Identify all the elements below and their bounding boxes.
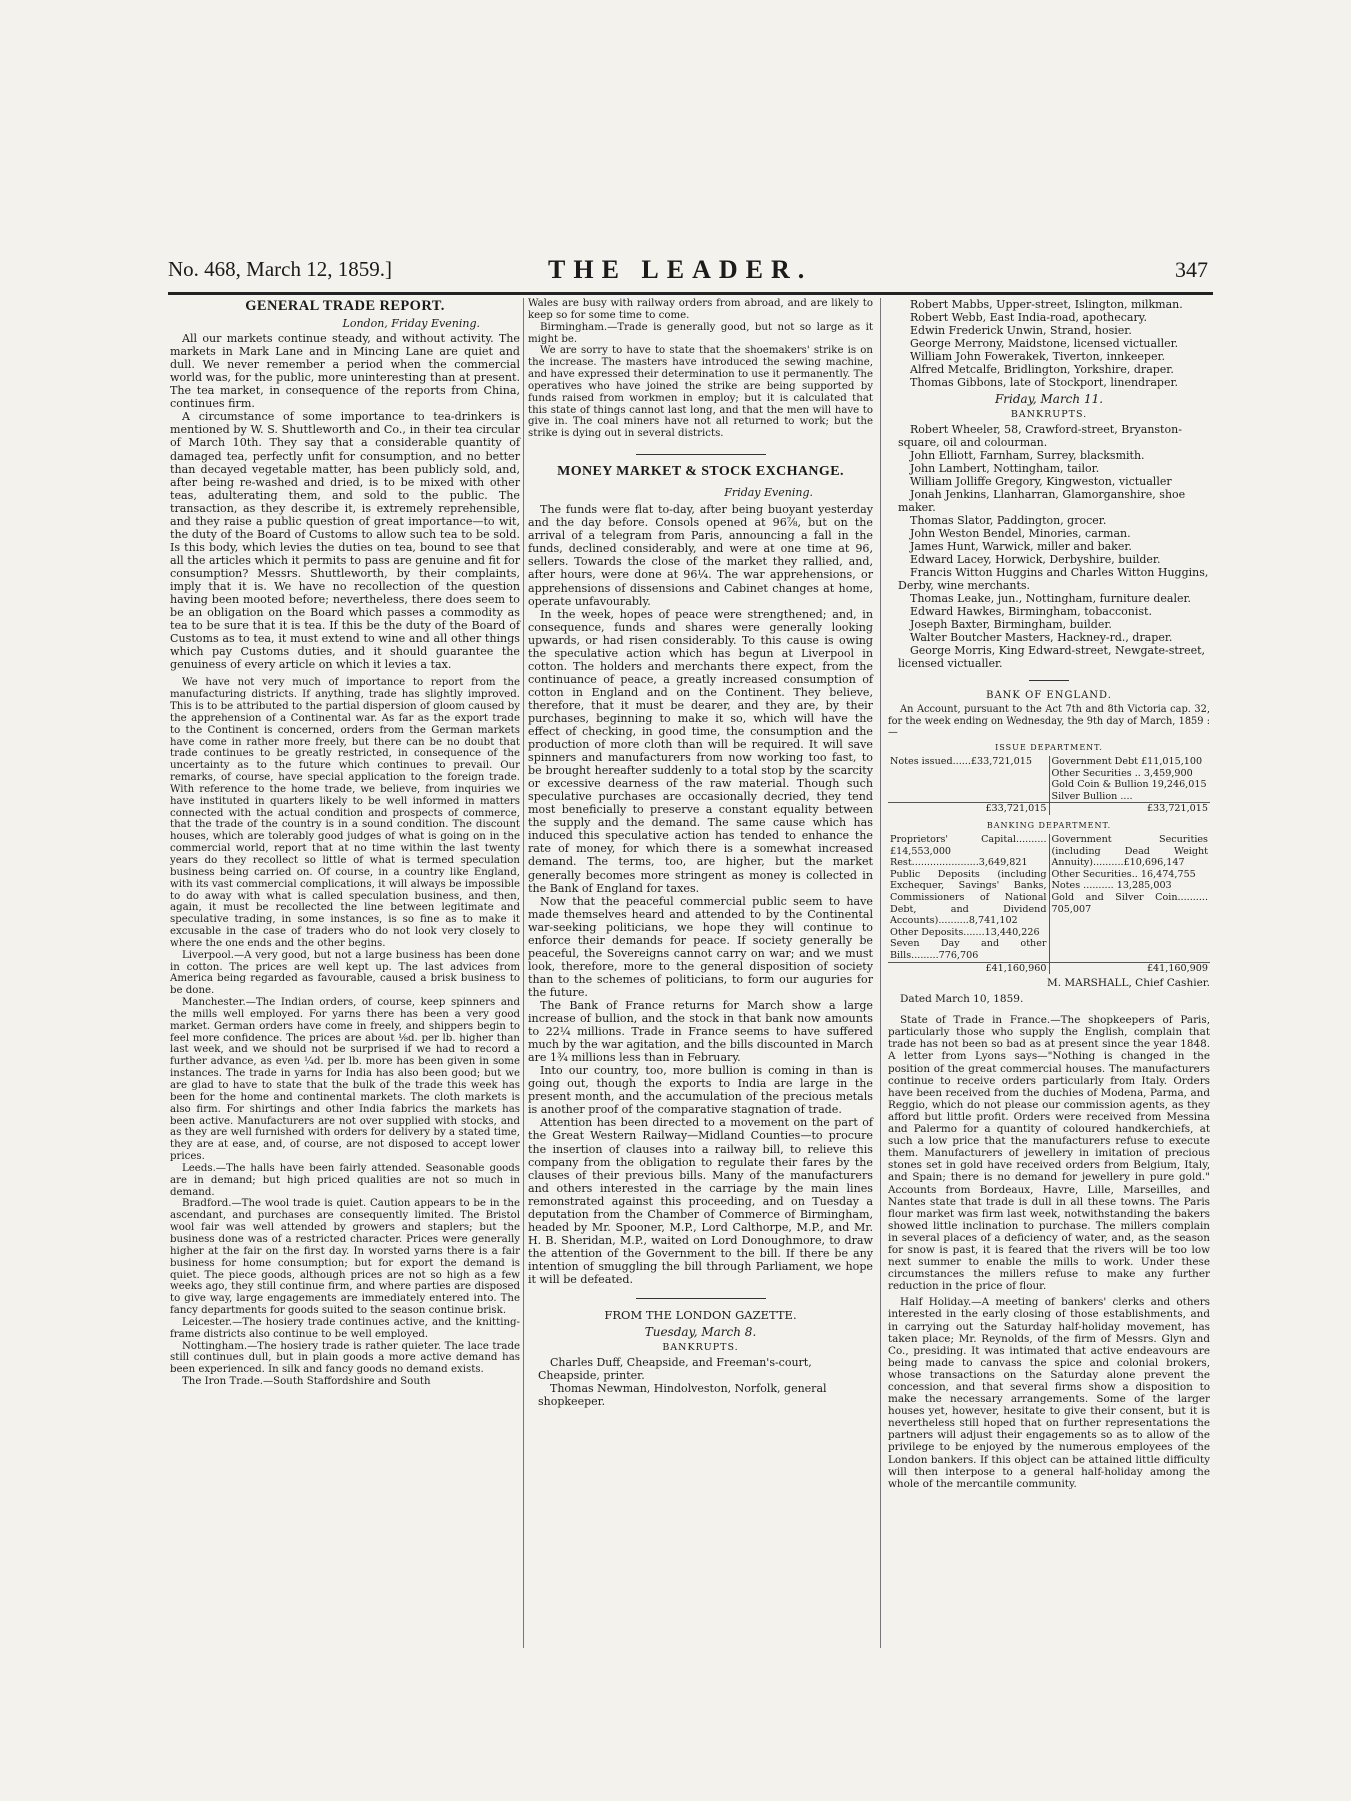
list-item: Thomas Newman, Hindolveston, Norfolk, general shopkeeper. — [538, 1382, 827, 1409]
money-market-heading: MONEY MARKET & STOCK EXCHANGE. — [557, 464, 844, 480]
bankrupts-label: BANKRUPTS. — [1010, 409, 1088, 421]
bank-heading: BANK OF ENGLAND. — [986, 690, 1112, 702]
paragraph: Attention has been directed to a movement on the part of the Great Western Railway—Midland Counties—to procure the insertion of clauses into a railway bill, to relieve this company from the obligation to regulate their fares by the clauses of their previous bills. Many of the manufacturers and others interested in the carriage by the main lines remonstrated against this proceeding, and on Tuesday a deputation from the Chamber of Commerce of Birmingham, headed by Mr. Spooner, M.P., Lord Calthorpe, M.P., and Mr. H. B. Sheridan, M.P., waited on Lord Donoughmore, to draw the attention of the Government to the bill. If there be any intention of smuggling the bill through Parliament, we hope it will be defeated. — [528, 1116, 873, 1286]
list-item: Edward Lacey, Horwick, Derbyshire, builder. — [910, 553, 1161, 567]
paragraph: Now that the peaceful commercial public seem to have made themselves heard and attended to by the Continental war-seeking politicians, we hope they will continue to enforce their demands for peace. If society generally be peaceful, the Sovereigns cannot carry on war; and we must look, therefore, more to the general disposition of society than to the schemes of politicians, to form our auguries for the future. — [528, 894, 873, 999]
paragraph: State of Trade in France.—The shopkeepers of Paris, particularly those who supply the English, complain that trade has not been so bad as at present since the year 1848. A letter from Lyons says—"Nothing is changed in the position of the great commercial houses. The manufacturers continue to receive orders particularly from Italy. Orders have been received from the duchies of Modena, Parma, and Reggio, which do not please our commission agents, as they afford but little profit. Orders were received from Messina and Palermo for a quantity of coloured handkerchiefs, at such a low price that the manufacturers refuse to execute them. Manufacturers of jewellery in imitation of precious stones set in gold have received orders from Belgium, Italy, and Spain; there is no demand for jewellery in pure gold." Accounts from Bordeaux, Havre, Lille, Marseilles, and Nantes state that trade is dull in all these towns. The Paris flour market was firm last week, notwithstanding the bakers showed little inclination to purchase. The millers complain in several places of a deficiency of water, and, as the season for snow is past, it is feared that the rivers will be too low next summer to enable the mills to work. Under these circumstances the millers refuse to make any further reduction in the price of flour. — [888, 1014, 1210, 1293]
banking-right-row: Government Securities (including Dead Weight Annuity)..........£10,696,147 — [1051, 833, 1208, 869]
paragraph: Half Holiday.—A meeting of bankers' clerks and others interested in the early closing of those establishments, and in carrying out the Saturday half-holiday movement, has taken place; Mr. Reynolds, of the firm of Messrs. Glyn and Co., presiding. It was intimated that active endeavours are being made to canvass the spice and colonial brokers, whose transactions on the Saturday alone prevent the concession, and that several firms show a disposition to make the necessary arrangements. Some of the larger houses yet, however, hesitate to give their consent, but it is nevertheless still hoped that on further representations the partners will adjust their engagements so as to allow of the privilege to be enjoyed by the numerous employees of the London bankers. If this object can be attained little difficulty will then interpose to a general half-holiday among the whole of the mercantile community. — [888, 1296, 1210, 1490]
trade-report-heading: GENERAL TRADE REPORT. — [245, 298, 445, 314]
list-item: Joseph Baxter, Birmingham, builder. — [910, 618, 1112, 632]
column-divider — [523, 298, 524, 1648]
list-item: William Jolliffe Gregory, Kingweston, victualler — [910, 475, 1172, 489]
list-item: John Lambert, Nottingham, tailor. — [910, 462, 1100, 476]
banking-left-row: Seven Day and other Bills.........776,706 — [890, 938, 1047, 961]
section-rule — [636, 1298, 766, 1299]
banking-total-left: £41,160,960 — [888, 962, 1049, 974]
list-item: Jonah Jenkins, Llanharran, Glamorganshire, shoe maker. — [898, 488, 1186, 515]
issue-total-right: £33,721,015 — [1049, 803, 1210, 815]
masthead-rule — [168, 292, 1213, 295]
column-divider — [880, 298, 881, 1648]
list-item: John Elliott, Farnham, Surrey, blacksmith. — [910, 449, 1145, 463]
list-item: Robert Webb, East India-road, apothecary. — [910, 311, 1147, 324]
gazette-date: Tuesday, March 8. — [644, 1325, 757, 1340]
issue-department-label: ISSUE DEPARTMENT. — [995, 742, 1103, 752]
banking-right-row: Gold and Silver Coin.......... 705,007 — [1051, 891, 1208, 915]
issue-right-row: Other Securities .. 3,459,900 — [1051, 767, 1193, 779]
column-3 — [888, 298, 1210, 1490]
bankrupts-label: BANKRUPTS. — [662, 1342, 739, 1354]
trade-report-dateline: London, Friday Evening. — [342, 317, 480, 331]
banking-right-row: Notes .......... 13,285,003 — [1051, 880, 1172, 892]
issue-total-left: £33,721,015 — [888, 803, 1049, 815]
paragraph: Nottingham.—The hosiery trade is rather quieter. The lace trade still continues dull, but in plain goods a more active demand has been experienced. In silk and fancy goods no demand exists. — [170, 1340, 520, 1376]
paragraph: Manchester.—The Indian orders, of course, keep spinners and the mills well employed. For yarns there has been a very good market. German orders have come in freely, and shippers begin to feel more confidence. The prices are about ⅛d. per lb. higher than last week, and we should not be surprised if we had to record a further advance, as even ¼d. per lb. more has been given in some instances. The trade in yarns for India has also been good; but we are glad to have to state that the bulk of the trade this week has been for the home and continental markets. The cloth markets is also firm. For shirtings and other India fabrics the markets has been active. Manufacturers are not over supplied with stocks, and as they are well furnished with orders for delivery by a stated time, they are at ease, and, of course, are not disposed to accept lower prices. — [170, 997, 520, 1163]
paragraph: Into our country, too, more bullion is coming in than is going out, though the exports to India are large in the present month, and the accumulation of the precious metals is another proof of the comparative stagnation of trade. — [528, 1064, 873, 1117]
paragraph: The Bank of France returns for March show a large increase of bullion, and the stock in that bank now amounts to 22¼ millions. Trade in France seems to have suffered much by the war agitation, and the bills discounted in March are 1¾ millions less than in February. — [528, 999, 873, 1065]
list-item: John Weston Bendel, Minories, carman. — [910, 527, 1131, 541]
masthead — [168, 255, 1208, 291]
paragraph: Bradford.—The wool trade is quiet. Caution appears to be in the ascendant, and purchases are consequently limited. The Bristol wool fair was well attended by growers and staplers; but the business done was of a restricted character. Prices were generally higher at the fair on the first day. In worsted yarns there is a fair business for home consumption; but for export the demand is quiet. The piece goods, although prices are not so high as a few weeks ago, they still continue firm, and where parties are disposed to give way, large engagements are immediately entered into. The fancy departments for goods suited to the season continue brisk. — [170, 1198, 520, 1317]
list-item: Edward Hawkes, Birmingham, tobacconist. — [910, 605, 1152, 619]
paragraph: We have not very much of importance to report from the manufacturing districts. If anything, trade has slightly improved. This is to be attributed to the partial dispersion of gloom caused by the apprehension of a Continental war. As far as the export trade to the Continent is concerned, orders from the German markets have come in rather more freely, but there can be no doubt that trade continues to be greatly restricted, in consequence of the uncertainty as to the future which continues to prevail. Our remarks, of course, have special application to the foreign trade. With reference to the home trade, we believe, from inquiries we have instituted in quarters likely to be well informed in matters connected with the actual condition and prospects of commerce, that the trade of the country is in a sound condition. The discount houses, which are tolerably good judges of what is going on in the commercial world, report that at no time within the last twenty years do they recollect so little of what is termed speculation business being carried on. Of course, in a country like England, with its vast commercial complications, it will always be impossible to do away with what is called speculation business, and then, again, it must be recollected the line between legitimate and speculative trading, in some instances, is so fine as to make it excusable in the case of traders who do not look very closely to where the one ends and the other begins. — [170, 677, 520, 949]
banking-left-row: Other Deposits.......13,440,226 — [890, 926, 1040, 938]
list-item: Robert Wheeler, 58, Crawford-street, Bryanston-square, oil and colourman. — [898, 423, 1182, 450]
list-item: William John Fowerakek, Tiverton, innkeeper. — [910, 350, 1166, 363]
banking-department-label: BANKING DEPARTMENT. — [986, 820, 1112, 830]
list-item: Thomas Slator, Paddington, grocer. — [910, 514, 1107, 528]
list-item: Edwin Frederick Unwin, Strand, hosier. — [910, 324, 1132, 337]
list-item: George Morris, King Edward-street, Newgate-street, licensed victualler. — [898, 644, 1206, 671]
paragraph: In the week, hopes of peace were strengthened; and, in consequence, funds and shares were generally looking upwards, or had risen considerably. To this cause is owing the speculative action which has begun at Liverpool in cotton. The holders and merchants there expect, from the continuance of peace, a greatly increased consumption of cotton in England and on the Continent. They believe, therefore, that it must be dearer, and they are, by their purchases, beginning to make it so, which will have the effect of checking, in good time, the consumption and the production of more cloth than will be required. It will save spinners and manufacturers from now working too fast, to be brought hereafter suddenly to a total stop by the scarcity or excessive dearness of the raw material. Though such speculative purchases are occasionally decried, they tend most beneficially to preserve a constant equality between the supply and the demand. The same cause which has induced this speculative action has tended to enhance the rate of money, for which there is a somewhat increased demand. The terms, too, are higher, but the market generally becomes more stringent as money is collected in the Bank of England for taxes. — [528, 607, 873, 895]
page-number: 347 — [1175, 257, 1208, 282]
section-rule — [1029, 680, 1069, 681]
paragraph: Leeds.—The halls have been fairly attended. Seasonable goods are in demand; but high priced qualities are not so much in demand. — [170, 1162, 520, 1198]
paragraph: The funds were flat to-day, after being buoyant yesterday and the day before. Consols opened at 96⅞, but on the arrival of a telegram from Paris, announcing a fall in the funds, declined considerably, and were at one time at 96, sellers. Towards the close of the market they rallied, and, after hours, were done at 96¼. The war apprehensions, or apprehensions of dissensions and Cabinet changes at home, operate unfavourably. — [528, 503, 873, 608]
column-1 — [170, 298, 520, 1388]
issue-right-row: Government Debt £11,015,100 — [1051, 755, 1203, 767]
issue-left: Notes issued......£33,721,015 — [888, 756, 1049, 803]
banking-left-row: Public Deposits (including Exchequer, Savings' Banks, Commissioners of National Debt, and Dividend Accounts)..........8,741,102 — [890, 868, 1047, 927]
paragraph: Birmingham.—Trade is generally good, but not so large as it might be. — [528, 321, 873, 345]
banking-left-row: Proprietors' Capital..........£14,553,000 — [890, 833, 1047, 857]
list-item: Robert Mabbs, Upper-street, Islington, milkman. — [910, 298, 1183, 311]
money-market-dateline: Friday Evening. — [724, 486, 813, 500]
banking-table — [888, 834, 1210, 974]
issue-number: No. 468, March 12, 1859.] — [168, 257, 392, 281]
gazette-heading: FROM THE LONDON GAZETTE. — [604, 1308, 797, 1323]
column-2 — [528, 298, 873, 1408]
list-item: Thomas Gibbons, late of Stockport, linendraper. — [910, 376, 1179, 389]
paragraph: Liverpool.—A very good, but not a large business has been done in cotton. The prices are well kept up. The last advices from America being regarded as favourable, caused a brisk business to be done. — [170, 949, 520, 997]
banking-total-right: £41,160,909 — [1049, 962, 1210, 974]
paragraph: We are sorry to have to state that the shoemakers' strike is on the increase. The masters have introduced the sewing machine, and have expressed their determination to use it permanently. The operatives who have joined the strike are being supported by funds raised from workmen in employ; but it is calculated that this state of things cannot last long, and that the men will have to give in. The coal miners have not all returned to work; but the strike is dying out in several districts. — [528, 345, 873, 440]
issue-table — [888, 756, 1210, 815]
paragraph: Leicester.—The hosiery trade continues active, and the knitting-frame districts also continue to be well employed. — [170, 1316, 520, 1340]
paragraph: Wales are busy with railway orders from abroad, and are likely to keep so for some time to come. — [528, 298, 873, 321]
list-item: Alfred Metcalfe, Bridlington, Yorkshire, draper. — [910, 363, 1174, 376]
cashier-signature: M. MARSHALL, Chief Cashier. — [1046, 977, 1210, 990]
banking-left-row: Rest......................3,649,821 — [890, 857, 1028, 869]
paragraph: The Iron Trade.—South Staffordshire and South — [182, 1376, 431, 1388]
list-item: Walter Boutcher Masters, Hackney-rd., draper. — [910, 631, 1173, 645]
paragraph: A circumstance of some importance to tea-drinkers is mentioned by W. S. Shuttleworth and Co., in their tea circular of March 10th. They say that a considerable quantity of damaged tea, perfectly unfit for consumption, and no better than decayed vegetable matter, has been publicly sold, and, after being re-washed and dried, is to be mixed with other teas, adulterating them, and sold to the public. The transaction, as they describe it, is extremely reprehensible, and they raise a public question of great importance—to wit, the duty of the Board of Customs to allow such tea to be sold. Is this body, which levies the duties on tea, bound to see that all the articles which it permits to pass are genuine and fit for consumption? Messrs. Shuttleworth, by their complaints, imply that it is. We have no recollection of the question having been mooted before; nevertheless, there does seem to be an obligation on the Board which passes a commodity as tea to be sure that it is tea. If this be the duty of the Board of Customs as to tea, it must extend to wine and all other things which pay Customs duties, and it should guarantee the genuiness of every article on which it levies a tax. — [170, 410, 520, 672]
friday-date: Friday, March 11. — [994, 392, 1104, 406]
list-item: James Hunt, Warwick, miller and baker. — [910, 540, 1132, 554]
section-rule — [636, 454, 766, 455]
paragraph: All our markets continue steady, and without activity. The markets in Mark Lane and in Mincing Lane are quiet and dull. We never remember a period when the commercial world was, for the public, more uninteresting than at present. The tea market, in consequence of the reports from China, continues firm. — [170, 332, 520, 411]
banking-right-row: Other Securities.. 16,474,755 — [1051, 868, 1196, 880]
issue-right-row: Gold Coin & Bullion 19,246,015 — [1051, 779, 1207, 791]
list-item: Francis Witton Huggins and Charles Witton Huggins, Derby, wine merchants. — [898, 566, 1209, 593]
bank-dated: Dated March 10, 1859. — [900, 993, 1024, 1006]
newspaper-title: THE LEADER. — [548, 255, 813, 284]
list-item: Charles Duff, Cheapside, and Freeman's-court, Cheapside, printer. — [538, 1356, 812, 1383]
bank-intro: An Account, pursuant to the Act 7th and 8th Victoria cap. 32, for the week ending on Wednesday, the 9th day of March, 1859 :— — [888, 704, 1210, 739]
issue-right-row: Silver Bullion .... — [1051, 790, 1133, 802]
list-item: Thomas Leake, jun., Nottingham, furniture dealer. — [910, 592, 1192, 606]
list-item: George Merrony, Maidstone, licensed victualler. — [910, 337, 1179, 350]
